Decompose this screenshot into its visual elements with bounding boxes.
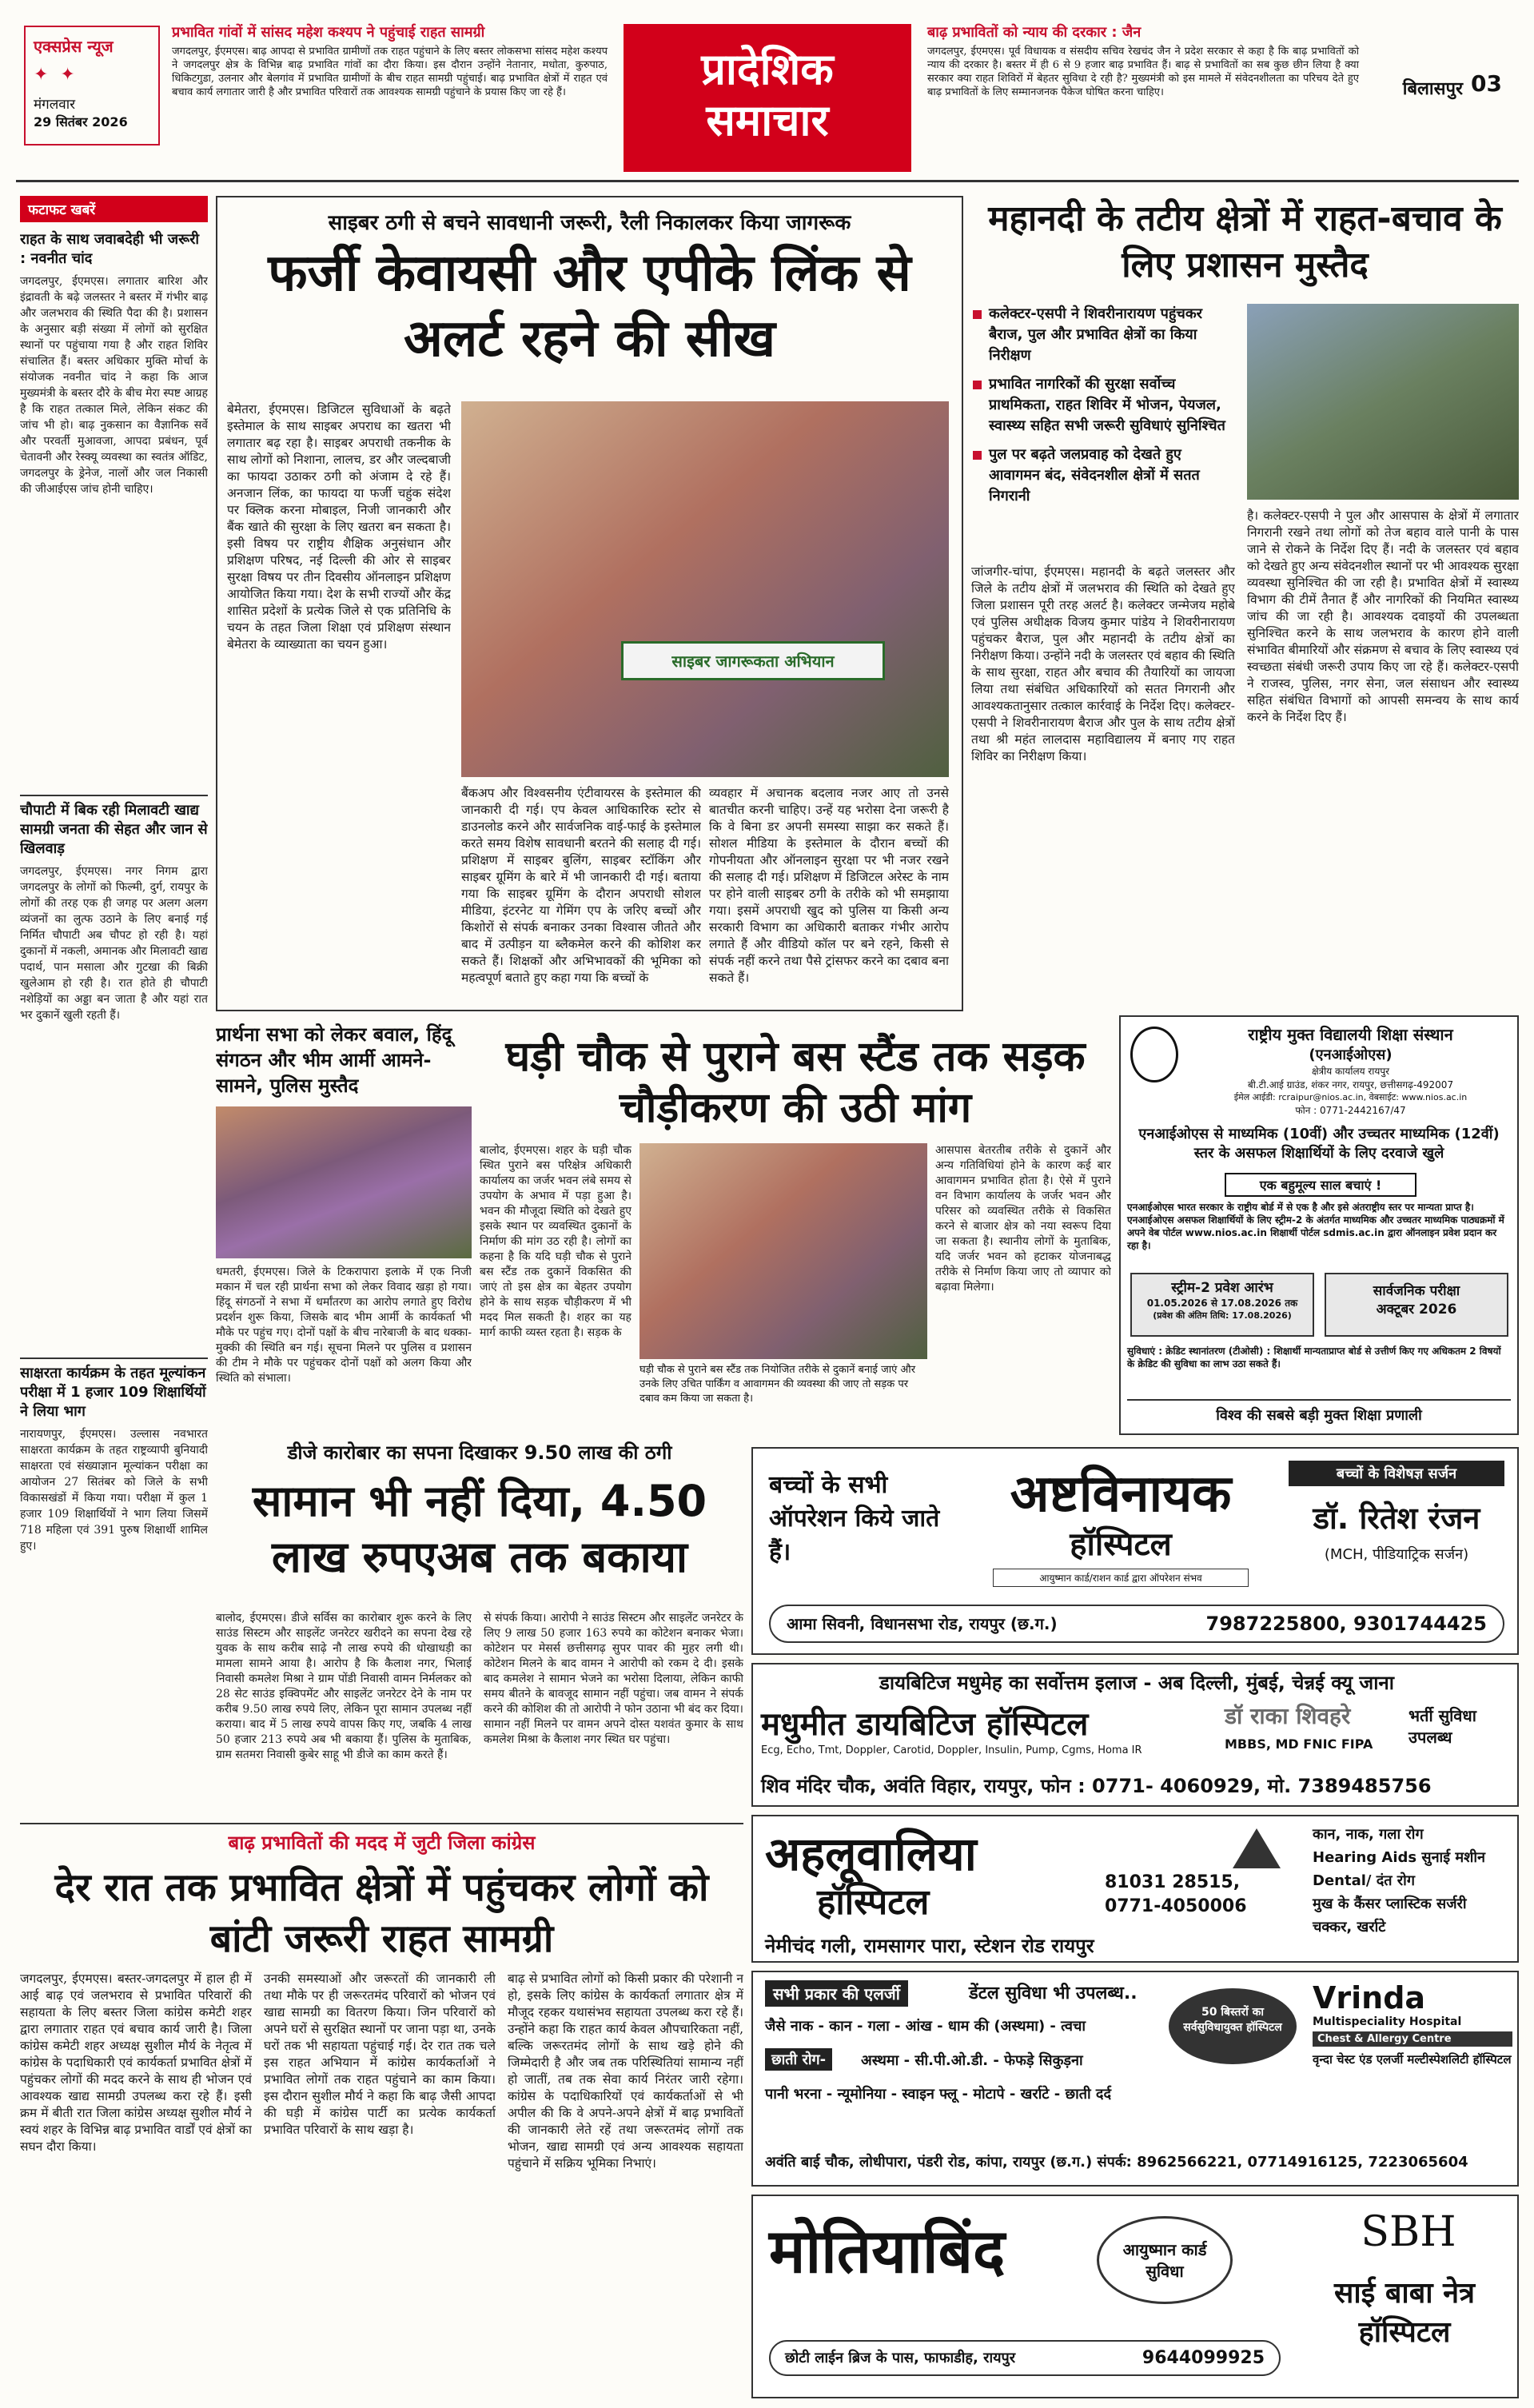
fatafat-headline: राहत के साथ जवाबदेही भी जरूरी : नवनीत चांद	[20, 231, 200, 267]
ahlu-services	[1313, 1823, 1512, 1939]
story-text: धमतरी, ईएमएस। जिले के टिकरापारा इलाके में एक निजी मकान में चल रही प्रार्थना सभा को लेकर विवाद खड़ा हो गया। हिंदू संगठनों ने सभा में धर्मांतरण का आरोप लगाते हुए विरोध प्रदर्शन शुरू किया, जिसके बाद भीम आर्मी के कार्यकर्ता भी मौके पर पहुंच गए। दोनों पक्षों के बीच नारेबाजी के बाद धक्का-मुक्की की स्थिति बन गई। सूचना मिलने पर पुलिस व प्रशासन की टीम ने मौके पर पहुंचकर दोनों पक्षों को अलग किया और स्थिति को संभाला।	[216, 1266, 472, 1385]
nios-stream-title: स्ट्रीम-2 प्रवेश आरंभ	[1171, 1280, 1273, 1296]
story-col: व्यवहार में अचानक बदलाव नजर आए तो उनसे बातचीत करनी चाहिए। उन्हें यह भरोसा देना जरूरी है कि वे बिना डर अपनी समस्या साझा कर सकते हैं। सोशल मीडिया के इस्तेमाल के दौरान बच्चों की गोपनीयता और ऑनलाइन सुरक्षा पर भी नजर रखने की सलाह दी गई। प्रशिक्षण में डिजिटल अरेस्ट के नाम पर होने वाली साइबर ठगी के तरीके को भी समझाया गया। इसमें अपराधी खुद को पुलिस या किसी अन्य सरकारी विभाग का अधिकारी बताकर गंभीर आरोप लगाते हैं और वीडियो कॉल पर बने रहने, किसी से संपर्क नहीं करने तथा पैसे ट्रांसफर करने का दबाव बना सकते हैं।	[709, 786, 949, 985]
ahlu-service: Dental/ दंत रोग	[1313, 1872, 1415, 1889]
story-col: बाढ़ से प्रभावित लोगों को किसी प्रकार की परेशानी न हो, इसके लिए कांग्रेस के कार्यकर्ता लगातार क्षेत्र में मौजूद रहकर यथासंभव सहायता उपलब्ध करा रहे हैं। उन्होंने कहा कि राहत कार्य केवल औपचारिकता नहीं, बल्कि जरूरतमंद लोगों के साथ खड़े होने की जिम्मेदारी है और जब तक परिस्थितियां सामान्य नहीं हो जातीं, तब तक सेवा कार्य निरंतर जारी रहेगा। कांग्रेस के पदाधिकारियों एवं कार्यकर्ताओं से भी अपील की कि वे अपने-अपने क्षेत्रों में बाढ़ प्रभावितों की जानकारी लेते रहें तथा जरूरतमंद लोगों तक भोजन, खाद्य सामग्री एवं अन्य आवश्यक सहायता पहुंचाने में सक्रिय भूमिका निभाएं।	[508, 1971, 743, 2171]
fatafat-headline: चौपाटी में बिक रही मिलावटी खाद्य सामग्री जनता की सेहत और जान से खिलवाड़	[20, 802, 208, 857]
story-cyber	[216, 196, 963, 1011]
motiya-name: मोतियाबिंद	[769, 2215, 1006, 2286]
ad-vrinda	[751, 1971, 1519, 2187]
section-banner	[624, 24, 911, 172]
nios-stream-last: (प्रवेश की अंतिम तिथि: 17.08.2026)	[1153, 1310, 1292, 1321]
ahlu-name: अहलूवालिया	[765, 1827, 977, 1881]
story-col: से संपर्क किया। आरोपी ने साउंड सिस्टम और साइलेंट जनरेटर के लिए 9 लाख 50 हजार 163 रुपये का कोटेशन बनाकर भेजा। कोटेशन पर मेसर्स छत्तीसगढ़ सुपर पावर की मुहर लगी थी। कोटेशन मिलने के बाद वामन ने आरोपी को रकम दे दी। इसके बाद कमलेश ने सामान भेजने का भरोसा दिलाया, लेकिन काफी समय बीतने के बावजूद सामान नहीं पहुंचा। जब वामन ने संपर्क करने की कोशिश की तो आरोपी ने फोन उठाना भी बंद कर दिया। सामान नहीं मिलने पर वामन अपने दोस्त यशवंत कुमार के साथ कमलेश मिश्रा के कैलाश नगर स्थित घर पहुंचा।	[484, 1612, 743, 1746]
vrinda-name-sub: Multispeciality Hospital	[1313, 2015, 1462, 2028]
ad-ahluwalia	[751, 1815, 1519, 1963]
story-photo	[1247, 304, 1519, 500]
nios-abbr: (एनआईओएस)	[1309, 1047, 1393, 1063]
top-right-story	[927, 22, 1359, 99]
ahlu-phone1: 81031 28515,	[1105, 1872, 1241, 1892]
nios-headline: एनआईओएस से माध्यमिक (10वीं) और उच्चतर माध्यमिक (12वीं) स्तर के असफल शिक्षार्थियों के लिए दरवाजे खुले	[1138, 1126, 1500, 1162]
top-right-text: जगदलपुर, ईएमएस। पूर्व विधायक व संसदीय सचिव रेखचंद जैन ने प्रदेश सरकार से कहा है कि बाढ़ प्रभावितों को न्याय की दरकार है। बस्तर में ही 6 से 9 हजार बाढ़ प्रभावित हैं। बाढ़ से प्रभावितों का सब कुछ छीन लिया है क्या सरकार क्या राहत शिविरों में बेहतर सुविधा दे रही है? मुख्यमंत्री को इस मामले में संवेदनशीलता का परिचय देते हुए बाढ़ प्रभावितों के लिए सम्मानजनक पैकेज घोषित करना चाहिए।	[927, 46, 1359, 98]
ashta-degree: (MCH, पीडियाट्रिक सर्जन)	[1324, 1546, 1469, 1563]
nios-stream-box	[1130, 1273, 1314, 1337]
story-col: आसपास बेतरतीब तरीके से दुकानें और अन्य गतिविधियां होने के कारण कई बार आवागमन प्रभावित होता है। ऐसे में पुराने वन विभाग कार्यालय के जर्जर भवन और परिसर को व्यवस्थित तरीके से विकसित करने से बाजार क्षेत्र को नया स्वरूप दिया जा सकता है। स्थानीय लोगों के मुताबिक, यदि जर्जर भवन को हटाकर योजनाबद्ध तरीके से निर्माण किया जाए तो व्यापार को बढ़ावा मिलेगा।	[935, 1144, 1111, 1294]
story-col: जगदलपुर, ईएमएस। बस्तर-जगदलपुर में हाल ही में आई बाढ़ एवं जलभराव से प्रभावित परिवारों की सहायता के लिए बस्तर जिला कांग्रेस कमेटी शहर द्वारा लगातार राहत एवं बचाव कार्य जारी है। जिला कांग्रेस कमेटी शहर अध्यक्ष सुशील मौर्य के नेतृत्व में कांग्रेस के पदाधिकारी एवं कार्यकर्ता प्रभावित क्षेत्रों में पहुंचकर लोगों की मदद करने के साथ ही भोजन एवं आवश्यक खाद्य सामग्री उपलब्ध करा रहे हैं। इसी क्रम में बीती रात जिला कांग्रेस अध्यक्ष सुशील मौर्य ने स्वयं शहर के विभिन्न बाढ़ प्रभावित वार्डों एवं क्षेत्रों का सघन दौरा किया।	[20, 1971, 252, 2154]
nios-tag: एक बहुमूल्य साल बचाएं !	[1225, 1173, 1416, 1197]
ashta-left: बच्चों के सभी ऑपरेशन किये जाते हैं।	[769, 1471, 940, 1566]
section-title-1: प्रादेशिक	[701, 44, 834, 94]
vrinda-chest-label: छाती रोग-	[765, 2048, 832, 2071]
sbh-logo: SBH	[1361, 2208, 1456, 2256]
nios-region: क्षेत्रीय कार्यालय रायपुर	[1311, 1066, 1390, 1077]
ad-nios	[1119, 1015, 1519, 1435]
divider	[20, 1357, 208, 1359]
story-bullet: पुल पर बढ़ते जलप्रवाह को देखते हुए आवागमन बंद, संवेदनशील क्षेत्रों में सतत निगरानी	[971, 445, 1235, 507]
vrinda-tag1: सभी प्रकार की एलर्जी	[765, 1980, 908, 2007]
motiya-phone: 9644099925	[1142, 2348, 1265, 2368]
masthead	[0, 0, 1534, 180]
madhu-top: डायबिटिज मधुमेह का सर्वोत्तम इलाज - अब दिल्ली, मुंबई, चेन्नई क्यू जाना	[879, 1672, 1394, 1694]
madhu-address: शिव मंदिर चौक, अवंति विहार, रायपुर, फोन : 0771- 4060929, मो. 7389485756	[761, 1775, 1432, 1797]
fatafat-item	[20, 1364, 208, 1554]
madhu-name: मधुमीत डायबिटिज हॉस्पिटल	[761, 1706, 1089, 1743]
story-headline: देर रात तक प्रभावित क्षेत्रों में पहुंचकर लोगों को बांटी जरूरी राहत सामग्री	[54, 1865, 709, 1961]
nios-exam-title: सार्वजनिक परीक्षा	[1373, 1283, 1460, 1299]
motiya-badge: आयुष्मान कार्ड सुविधा	[1097, 2216, 1233, 2304]
nios-email: ईमेल आईडी: rcraipur@nios.ac.in, वेबसाईट: www.nios.ac.in	[1233, 1092, 1468, 1102]
nios-title: राष्ट्रीय मुक्त विद्यालयी शिक्षा संस्थान	[1248, 1025, 1453, 1044]
vrinda-clinic: Chest & Allergy Centre	[1313, 2031, 1512, 2047]
vrinda-beds: 50 बिस्तरों का सर्वसुविधायुक्त हॉस्पिटल	[1169, 1988, 1297, 2064]
story-col: बैंकअप और विश्वसनीय एंटीवायरस के इस्तेमाल की जानकारी दी गई। एप केवल आधिकारिक स्टोर से डाउनलोड करने और सार्वजनिक वाई-फाई के इस्तेमाल करते समय विशेष सावधानी बरतने की सलाह दी गई। प्रशिक्षण में साइबर बुलिंग, साइबर स्टॉकिंग और साइबर ग्रूमिंग के बारे में भी जानकारी दी गई। बताया गया कि साइबर ग्रूमिंग के दौरान अपराधी सोशल मीडिया, इंटरनेट या गेमिंग एप के जरिए बच्चों और किशोरों से संपर्क बनाकर उनका विश्वास जीतते और बाद में उत्पीड़न या ब्लैकमेल करने की कोशिश कर सकते हैं। शिक्षकों और अभिभावकों की भूमिका को महत्वपूर्ण बताते हुए कहा गया कि बच्चों के	[461, 786, 701, 985]
edition-date: 29 सितंबर 2026	[34, 114, 128, 130]
ashta-address: आमा सिवनी, विधानसभा रोड, रायपुर (छ.ग.)	[787, 1614, 1058, 1633]
madhu-tests: Ecg, Echo, Tmt, Doppler, Carotid, Doppler, Insulin, Pump, Cgms, Homa IR	[761, 1744, 1142, 1756]
fatafat-text: नारायणपुर, ईएमएस। उल्लास नवभारत साक्षरता कार्यक्रम के तहत राष्ट्रव्यापी बुनियादी साक्षरता एवं संख्याज्ञान मूल्यांकन परीक्षा का आयोजन 27 सितंबर को जिले के सभी विकासखंडों में किया गया। परीक्षा में कुल 1 हजार 109 शिक्षार्थियों ने भाग लिया जिसमें 718 महिला एवं 391 पुरुष शिक्षार्थी शामिल हुए।	[20, 1428, 208, 1553]
story-dj	[216, 1439, 743, 1807]
nios-title-block	[1189, 1023, 1512, 1117]
story-col: उनकी समस्याओं और जरूरतों की जानकारी ली तथा मौके पर ही जरूरतमंद परिवारों को भोजन एवं खाद्य सामग्री का वितरण किया। जिन परिवारों को अपने घरों से सुरक्षित स्थानों पर जाना पड़ा था, उनके घरों तक भी सहायता पहुंचाई गई। देर रात तक चले इस राहत अभियान में कांग्रेस कार्यकर्ताओं ने प्रभावित लोगों तक राहत पहुंचाने का काम किया। इस दौरान सुशील मौर्य ने कहा कि बाढ़ जैसी आपदा की घड़ी में कांग्रेस पार्टी का प्रत्येक कार्यकर्ता प्रभावित परिवारों के साथ खड़ा है।	[264, 1971, 496, 2137]
photo-banner	[621, 641, 885, 680]
city-label	[1367, 76, 1463, 100]
paper-name: एक्सप्रेस न्यूज	[34, 37, 114, 56]
vrinda-tag2: डेंटल सुविधा भी उपलब्ध..	[969, 1983, 1138, 2003]
story-col: है। कलेक्टर-एसपी ने पुल और आसपास के क्षेत्रों में लगातार निगरानी रखने तथा लोगों को तेज बहाव वाले पानी के पास जाने से रोकने के निर्देश दिए हैं। नदी के जलस्तर एवं बहाव को देखते हुए अन्य संवेदनशील स्थानों पर भी आवश्यक सुरक्षा व्यवस्था सुनिश्चित की जा रही है। प्रभावित क्षेत्रों में स्वास्थ्य विभाग की टीमें तैनात हैं और नागरिकों की नियमित स्वास्थ्य जांच की जा रही है। आवश्यक दवाइयों की उपलब्धता सुनिश्चित करने के साथ जलभराव के कारण होने वाली संभावित बीमारियों और संक्रमण से बचाव के लिए स्वास्थ्य एवं स्वच्छता संबंधी जरूरी उपाय किए जा रहे हैं। कलेक्टर-एसपी ने राजस्व, पुलिस, नगर सेना, जल संसाधन और स्वास्थ्य सहित संबंधित विभागों को आपसी समन्वय के साथ कार्य करने के निर्देश दिए हैं।	[1247, 508, 1519, 724]
story-photo	[216, 1106, 472, 1258]
story-prarthana	[216, 1022, 472, 1425]
fatafat-column	[20, 196, 208, 1819]
fatafat-label: फटाफट खबरें	[20, 196, 208, 222]
vrinda-name: Vrinda	[1313, 1980, 1426, 2015]
vrinda-line3: पानी भरना - न्यूमोनिया - स्वाइन फ्लू - मोटापे - खर्राटे - छाती दर्द	[765, 2086, 1112, 2103]
ahlu-service: मुख के कैंसर प्लास्टिक सर्जरी	[1313, 1896, 1467, 1912]
motiya-address: छोटी लाईन ब्रिज के पास, फाफाडीह, रायपुर	[785, 2350, 1016, 2366]
motiya-address-row	[769, 2340, 1281, 2376]
ashta-sub: हॉस्पिटल	[1070, 1526, 1172, 1563]
nios-exam-date: अक्टूबर 2026	[1376, 1302, 1457, 1318]
madhu-bharti: भर्ती सुविधा उपलब्ध	[1408, 1706, 1476, 1747]
story-col: जांजगीर-चांपा, ईएमएस। महानदी के बढ़ते जलस्तर और जिले के तटीय क्षेत्रों में जलभराव की स्थिति को देखते हुए जिला प्रशासन पूरी तरह अलर्ट है। कलेक्टर जन्मेजय महोबे एवं पुलिस अधीक्षक विजय कुमार पांडेय ने शिवरीनारायण पहुंचकर बैराज, पुल और महानदी के तटीय क्षेत्रों का निरीक्षण किया। उन्होंने नदी के जलस्तर एवं बहाव की स्थिति के साथ सुरक्षा, राहत और बचाव की तैयारियों का जायजा लिया तथा संबंधित अधिकारियों को सतत निगरानी और आवश्यकतानुसार तत्काल कार्रवाई के निर्देश दिए। कलेक्टर-एसपी ने शिवरीनारायण बैराज और पुल के साथ तटीय क्षेत्रों तथा श्री महंत लालदास महाविद्यालय में बनाए गए राहत शिविर का निरीक्षण किया।	[971, 564, 1235, 763]
story-col: बेमेतरा, ईएमएस। डिजिटल सुविधाओं के बढ़ते इस्तेमाल के साथ साइबर अपराध का खतरा भी लगातार बढ़ रहा है। साइबर अपराधी तकनीक के साथ लोगों को निशाना, लालच, डर और जल्दबाजी का फायदा उठाकर ठगी को अंजाम दे रहे हैं। अनजान लिंक, का फायदा या फर्जी चहुंक संदेश पर क्लिक करना मोबाइल, निजी जानकारी और बैंक खाते की सुरक्षा के लिए खतरा बन सकता है। इसी विषय पर राष्ट्रीय शैक्षिक अनुसंधान और प्रशिक्षण परिषद, नई दिल्ली की ओर से साइबर सुरक्षा विषय पर तीन दिवसीय ऑनलाइन प्रशिक्षण आयोजित किया गया। देश के सभी राज्यों और केंद्र शासित प्रदेशों के प्रत्येक जिले से एक प्रतिनिधि के चयन के तहत जिला शिक्षा एवं प्रशिक्षण संस्थान बेमेतरा के व्याख्याता का चयन हुआ।	[227, 402, 451, 652]
ahlu-logo	[1233, 1828, 1281, 1868]
ahlu-service: Hearing Aids सुनाई मशीन	[1313, 1849, 1485, 1866]
ad-ashtavinayak	[751, 1447, 1519, 1655]
story-headline: महानदी के तटीय क्षेत्रों में राहत-बचाव के लिए प्रशासन मुस्तैद	[988, 198, 1502, 285]
ashta-doctor: डॉ. रितेश रंजन	[1313, 1501, 1480, 1536]
story-headline: घड़ी चौक से पुराने बस स्टैंड तक सड़क चौड़ीकरण की उठी मांग	[505, 1033, 1086, 1132]
nios-exam-box	[1325, 1273, 1508, 1337]
nios-body: एनआईओएस भारत सरकार के राष्ट्रीय बोर्ड में से एक है और इसे अंतराष्ट्रीय स्तर पर मान्यता प्राप्त है। एनआईओएस असफल शिक्षार्थियों के लिए स्ट्रीम-2 के अंतर्गत माध्यमिक और उच्चतर माध्यमिक पाठ्यक्रमों में अपने वेब पोर्टल www.nios.ac.in शिक्षार्थी पोर्टल sdmis.ac.in द्वारा ऑनलाइन प्रवेश प्रदान कर रहा है।	[1127, 1202, 1504, 1251]
vrinda-logo-block	[1313, 1980, 1512, 2067]
nios-phone: फोन : 0771-2442167/47	[1295, 1105, 1406, 1116]
nios-address: बी.टी.आई ग्राउंड, शंकर नगर, रायपुर, छत्तीसगढ़-492007	[1247, 1079, 1454, 1090]
vrinda-address: अवंति बाई चौक, लोधीपारा, पंडरी रोड, कांपा, रायपुर (छ.ग.) संपर्क: 8962566221, 07714916125, 7223065604	[765, 2154, 1468, 2171]
top-left-story	[172, 22, 608, 99]
story-bullets	[971, 304, 1235, 507]
story-col: बालोद, ईएमएस। शहर के घड़ी चौक स्थित पुराने बस परिक्षेत्र अधिकारी कार्यालय का जर्जर भवन लंबे समय से उपयोग के अभाव में पड़ा हुआ है। भवन की मौजूदा स्थिति को देखते हुए इसके स्थान पर व्यवस्थित दुकानों के निर्माण की मांग उठ रही है। लोगों का कहना है कि यदि घड़ी चौक से पुराने बस स्टैंड तक दुकानें विकसित की जाएं तो इस क्षेत्र का बेहतर उपयोग होने के साथ सड़क चौड़ीकरण में भी मदद मिल सकती है। शहर का यह मार्ग काफी व्यस्त रहता है। सड़क के	[480, 1144, 632, 1339]
story-photo	[639, 1143, 927, 1359]
nios-stream-dates: 01.05.2026 से 17.08.2026 तक	[1146, 1298, 1298, 1309]
top-right-headline: बाढ़ प्रभावितों को न्याय की दरकार : जैन	[927, 24, 1142, 41]
story-mahanadi	[971, 196, 1519, 1043]
story-headline: प्रार्थना सभा को लेकर बवाल, हिंदू संगठन और भीम आर्मी आमने-सामने, पुलिस मुस्तैद	[216, 1023, 452, 1097]
divider	[20, 795, 208, 796]
ashta-phone: 7987225800, 9301744425	[1205, 1613, 1487, 1635]
ashta-address-row	[769, 1605, 1504, 1643]
story-bullet: कलेक्टर-एसपी ने शिवरीनारायण पहुंचकर बैराज, पुल और प्रभावित क्षेत्रों का किया निरीक्षण	[971, 304, 1235, 366]
story-kicker: साइबर ठगी से बचने सावधानी जरूरी, रैली निकालकर किया जागरूक	[328, 211, 851, 235]
ahlu-service: चक्कर, खर्राटे	[1313, 1919, 1386, 1936]
vrinda-hindi-name: वृन्दा चेस्ट एंड एलर्जी मल्टीस्पेशलिटी हॉस्पिटल	[1313, 2052, 1512, 2067]
fatafat-item	[20, 801, 208, 1353]
madhu-degree: MBBS, MD FNIC FIPA	[1225, 1736, 1373, 1752]
ashta-name: अष्टविनायक	[1010, 1465, 1232, 1524]
story-bullet: प्रभावित नागरिकों की सुरक्षा सर्वोच्च प्राथमिकता, राहत शिविर में भोजन, पेयजल, स्वास्थ्य सहित सभी जरूरी सुविधाएं सुनिश्चित	[971, 374, 1235, 437]
page-number: 03	[1471, 70, 1502, 97]
story-kicker: डीजे कारोबार का सपना दिखाकर 9.50 लाख की ठगी	[287, 1441, 672, 1464]
story-headline: सामान भी नहीं दिया, 4.50 लाख रुपएअब तक बकाया	[252, 1476, 707, 1582]
story-kicker: बाढ़ प्रभावितों की मदद में जुटी जिला कांग्रेस	[20, 1823, 743, 1856]
masthead-date-box	[24, 26, 160, 146]
top-left-text: जगदलपुर, ईएमएस। बाढ़ आपदा से प्रभावित ग्रामीणों तक राहत पहुंचाने के लिए बस्तर लोकसभा सांसद महेश कश्यप ने जगदलपुर क्षेत्र के विभिन्न बाढ़ प्रभावित गांवों का दौरा किया। इस दौरान उन्होंने नेतानार, मधोता, कुरुपाठ, धिकिटगुडा, उलनार और बेलगांव में प्रभावित ग्रामीणों के बीच राहत सामग्री पहुंचाई। बाढ़ प्रभावित क्षेत्रों में राहत एवं बचाव कार्य लगातार जारी है और प्रभावित परिवारों तक आवश्यक सामग्री पहुंचाने के प्रयास किए जा रहे हैं।	[172, 46, 608, 98]
sbh-hospital: साई बाबा नेत्र हॉस्पिटल	[1333, 2277, 1475, 2349]
story-ghadi-chowk	[480, 1031, 1111, 1431]
story-congress	[20, 1823, 743, 2398]
masthead-rule	[16, 180, 1519, 182]
story-photo	[461, 401, 949, 777]
ahlu-phone2: 0771-4050006	[1105, 1896, 1247, 1916]
ashta-right-tag: बच्चों के विशेषज्ञ सर्जन	[1289, 1461, 1504, 1486]
city-name: बिलासपुर	[1402, 79, 1463, 99]
story-col: बालोद, ईएमएस। डीजे सर्विस का कारोबार शुरू करने के लिए साउंड सिस्टम और साइलेंट जनरेटर खरीदने का सपना देख रहे युवक के साथ करीब साढ़े नौ लाख रुपये की धोखाधड़ी का मामला सामने आया है। आरोप है कि कैलाश नगर, भिलाई निवासी कमलेश मिश्रा ने ग्राम पोंडी निवासी वामन निर्मलकर को 28 सेट साउंड इक्विपमेंट और साइलेंट जनरेटर देने के नाम पर करीब 9.50 लाख रुपये लिए, लेकिन पूरा सामान उपलब्ध नहीं कराया। बाद में 5 लाख रुपये वापस किए गए, जबकि 4 लाख 50 हजार 213 रुपये अब भी बकाया हैं। पुलिस के मुताबिक, ग्राम सतमरा निवासी कुबेर साहू भी डीजे का काम करते हैं।	[216, 1612, 472, 1761]
story-headline: फर्जी केवायसी और एपीके लिंक से अलर्ट रहने की सीख	[268, 244, 911, 369]
ad-madhumeet	[751, 1663, 1519, 1807]
vrinda-line2: अस्थमा - सी.पी.ओ.डी. - फेफड़े सिकुड़ना	[861, 2052, 1083, 2069]
weekday: मंगलवार	[34, 97, 76, 113]
fatafat-item	[20, 230, 208, 790]
ahlu-sub: हॉस्पिटल	[817, 1882, 930, 1923]
ashta-badge: आयुष्मान कार्ड/राशन कार्ड द्वारा ऑपरेशन संभव	[993, 1569, 1249, 1587]
nios-logo	[1130, 1027, 1178, 1082]
nios-note: सुविधाएं : क्रेडिट स्थानांतरण (टीओसी) : शिक्षार्थी मान्यताप्राप्त बोर्ड से उत्तीर्ण किए गए अधिकतम 2 विषयों के क्रेडिट की सुविधा का लाभ उठा सकते हैं।	[1127, 1346, 1501, 1369]
logo-dots: ✦ ✦	[34, 65, 78, 85]
fatafat-text: जगदलपुर, ईएमएस। नगर निगम द्वारा जगदलपुर के लोगों को फिल्मी, दुर्ग, रायपुर के लोगों की तरह एक ही जगह पर अलग अलग व्यंजनों का लुत्फ उठाने के लिए बनाई गई निर्मित चौपाटी अब चौपट हो रही है। यहां दुकानों में नकली, अमानक और मिलावटी खाद्य पदार्थ, पान मसाला और गुटखा की बिक्री खुलेआम हो रही है। रात होते ही चौपाटी नशेड़ियों का अड्डा बन जाता है और यहां रात भर दुकानें खुली रहती हैं।	[20, 865, 208, 1022]
photo-caption: घड़ी चौक से पुराने बस स्टैंड तक नियोजित तरीके से दुकानें बनाई जाएं और उनके लिए उचित पार्किंग व आवागमन की व्यवस्था की जाए तो सड़क पर दबाव कम किया जा सकता है।	[639, 1364, 916, 1405]
top-left-headline: प्रभावित गांवों में सांसद महेश कश्यप ने पहुंचाई राहत सामग्री	[172, 24, 485, 41]
ahlu-address: नेमीचंद गली, रामसागर पारा, स्टेशन रोड रायपुर	[765, 1935, 1094, 1957]
ad-motiyabind	[751, 2195, 1519, 2398]
vrinda-line1: जैसे नाक - कान - गला - आंख - धाम की (अस्थमा) - त्वचा	[765, 2018, 1086, 2035]
madhu-doctor: डॉ राका शिवहरे	[1225, 1703, 1351, 1729]
section-title-2: समाचार	[706, 95, 829, 146]
ahlu-service: कान, नाक, गला रोग	[1313, 1826, 1424, 1843]
nios-footer: विश्व की सबसे बड़ी मुक्त शिक्षा प्रणाली	[1127, 1399, 1511, 1425]
photo-banner-text: साइबर जागरूकता अभियान	[671, 652, 835, 671]
fatafat-headline: साक्षरता कार्यक्रम के तहत मूल्यांकन परीक्षा में 1 हजार 109 शिक्षार्थियों ने लिया भाग	[20, 1365, 206, 1420]
fatafat-text: जगदलपुर, ईएमएस। लगातार बारिश और इंद्रावती के बढ़े जलस्तर ने बस्तर में गंभीर बाढ़ और जलभराव की स्थिति पैदा की है। प्रशासन के अनुसार बड़ी संख्या में लोगों को सुरक्षित स्थानों पर पहुंचाया गया है और राहत शिविर संचालित हैं। बस्तर अधिकार मुक्ति मोर्चा के संयोजक नवनीत चांद ने कहा कि आज मुख्यमंत्री के बस्तर दौरे के बीच मेरा स्पष्ट आग्रह है कि राहत तत्काल मिले, लेकिन संकट की जांच भी हो। बाढ़ नुकसान का वैज्ञानिक सर्वे और परवर्ती मुआवजा, आपदा प्रबंधन, पूर्व चेतावनी और रेस्क्यू व्यवस्था का स्वतंत्र ऑडिट, जगदलपुर के ड्रेनेज, नालों और जल निकासी की जीआईएस जांच होनी चाहिए।	[20, 275, 208, 496]
